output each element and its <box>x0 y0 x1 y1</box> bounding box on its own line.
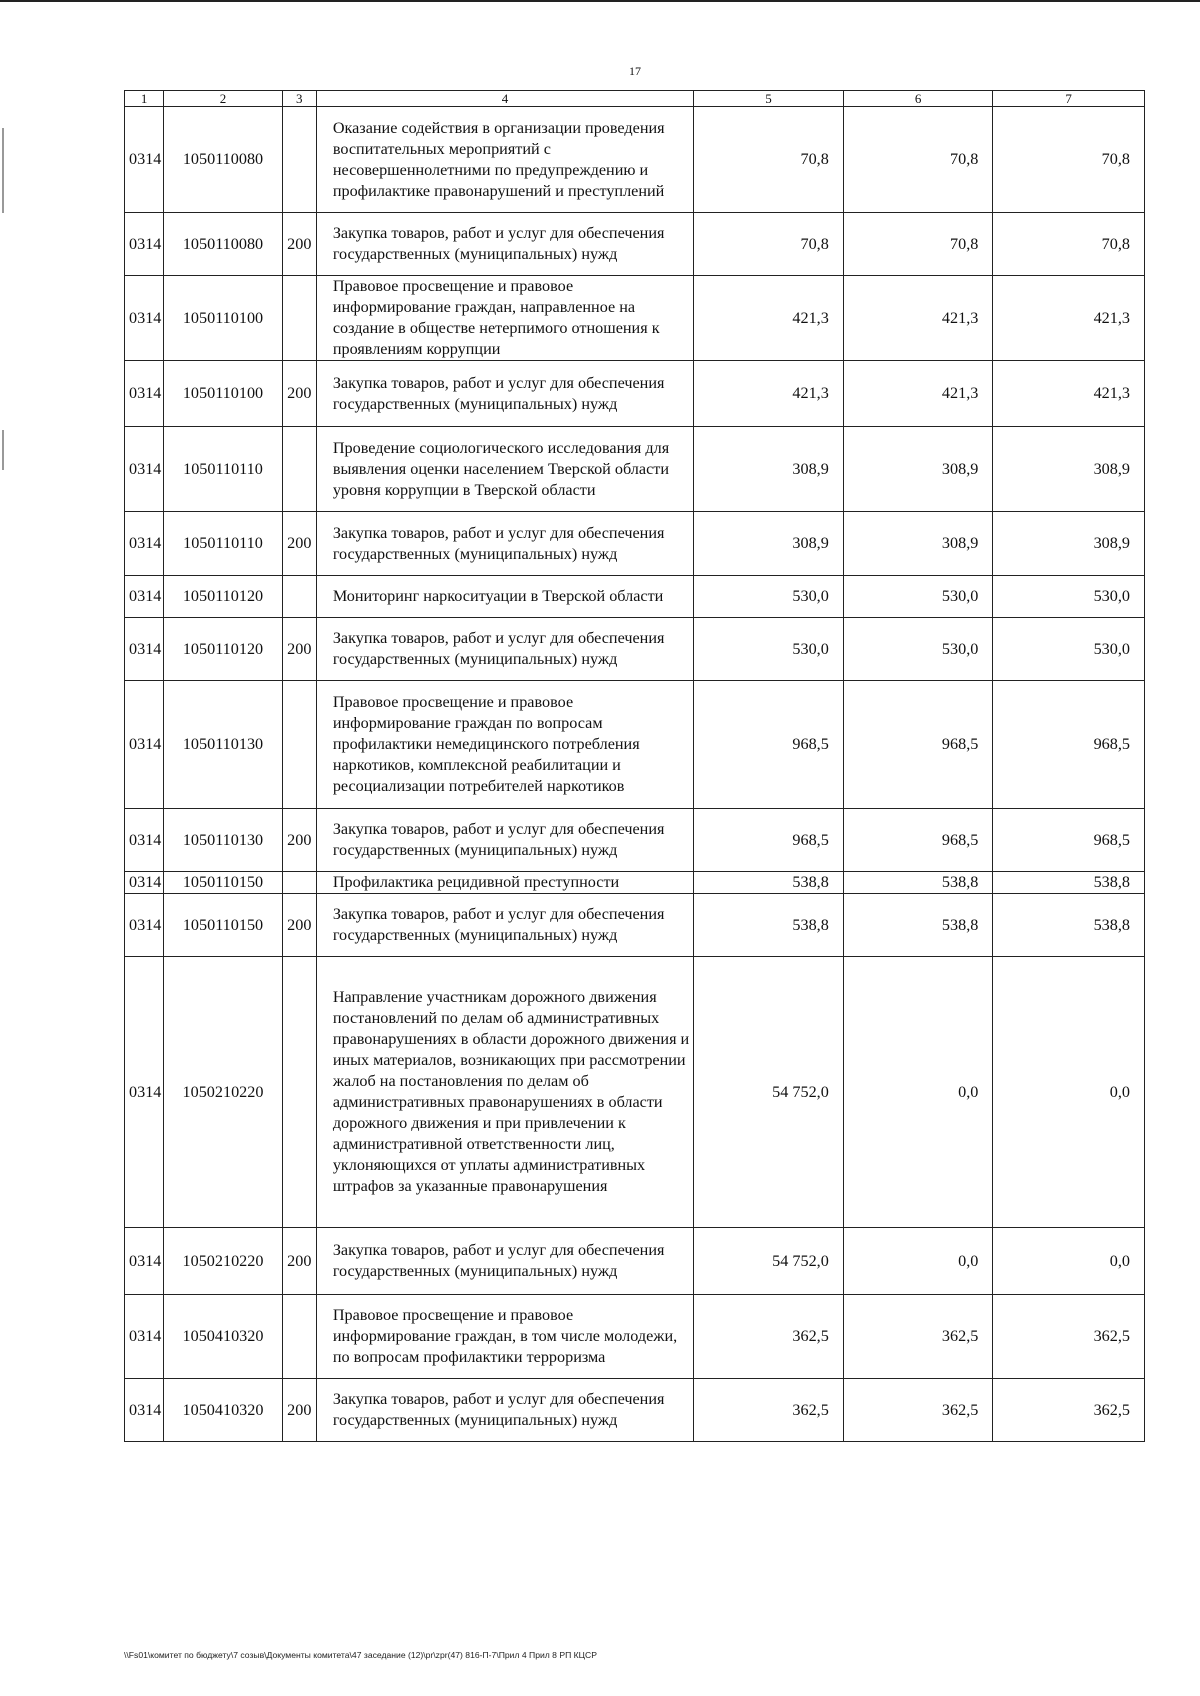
amount-cell-col6: 538,8 <box>843 894 993 957</box>
amount-cell-col5: 362,5 <box>694 1379 844 1442</box>
table-row <box>125 957 1145 1228</box>
table-row <box>125 809 1145 872</box>
header-cell: 4 <box>316 91 693 107</box>
table-row <box>125 427 1145 512</box>
section-code-cell: 0314 <box>125 1379 164 1442</box>
table-row <box>125 618 1145 681</box>
amount-cell-col5: 421,3 <box>694 361 844 427</box>
amount-cell-col5: 308,9 <box>694 427 844 512</box>
expense-type-cell: 200 <box>282 1228 316 1295</box>
amount-cell-col6: 308,9 <box>843 512 993 576</box>
section-code-cell: 0314 <box>125 681 164 809</box>
amount-cell-col5: 530,0 <box>694 618 844 681</box>
section-code-cell: 0314 <box>125 512 164 576</box>
header-cell: 6 <box>843 91 993 107</box>
item-name-cell: Закупка товаров, работ и услуг для обеспечения государственных (муниципальных) нужд <box>316 512 693 576</box>
amount-cell-col7: 538,8 <box>993 872 1145 894</box>
target-code-cell: 1050210220 <box>164 957 283 1228</box>
amount-cell-col5: 530,0 <box>694 576 844 618</box>
item-name-cell: Профилактика рецидивной преступности <box>316 872 693 894</box>
amount-cell-col7: 308,9 <box>993 427 1145 512</box>
amount-cell-col5: 70,8 <box>694 107 844 213</box>
amount-cell-col7: 0,0 <box>993 957 1145 1228</box>
section-code-cell: 0314 <box>125 276 164 361</box>
footer-file-path: \\Fs01\комитет по бюджету\7 созыв\Документы комитета\47 заседание (12)\pr\zpr(47) 816-П-7\Прил 4 Прил 8 РП КЦСР <box>124 1650 597 1660</box>
section-code-cell: 0314 <box>125 809 164 872</box>
target-code-cell: 1050410320 <box>164 1295 283 1379</box>
section-code-cell: 0314 <box>125 1295 164 1379</box>
target-code-cell: 1050110100 <box>164 361 283 427</box>
amount-cell-col5: 362,5 <box>694 1295 844 1379</box>
amount-cell-col6: 0,0 <box>843 1228 993 1295</box>
amount-cell-col7: 70,8 <box>993 107 1145 213</box>
scan-margin-mark <box>2 430 4 470</box>
expense-type-cell: 200 <box>282 361 316 427</box>
amount-cell-col6: 530,0 <box>843 576 993 618</box>
section-code-cell: 0314 <box>125 107 164 213</box>
amount-cell-col7: 538,8 <box>993 894 1145 957</box>
table-row <box>125 1379 1145 1442</box>
expense-type-cell: 200 <box>282 1379 316 1442</box>
table-row <box>125 894 1145 957</box>
target-code-cell: 1050110130 <box>164 809 283 872</box>
amount-cell-col7: 70,8 <box>993 213 1145 276</box>
expense-type-cell <box>282 1295 316 1379</box>
amount-cell-col5: 538,8 <box>694 872 844 894</box>
target-code-cell: 1050110120 <box>164 576 283 618</box>
item-name-cell: Закупка товаров, работ и услуг для обеспечения государственных (муниципальных) нужд <box>316 1379 693 1442</box>
table-row <box>125 872 1145 894</box>
table-row <box>125 213 1145 276</box>
amount-cell-col6: 530,0 <box>843 618 993 681</box>
table-row <box>125 1295 1145 1379</box>
item-name-cell: Закупка товаров, работ и услуг для обеспечения государственных (муниципальных) нужд <box>316 618 693 681</box>
section-code-cell: 0314 <box>125 213 164 276</box>
expense-type-cell <box>282 107 316 213</box>
item-name-cell: Закупка товаров, работ и услуг для обеспечения государственных (муниципальных) нужд <box>316 894 693 957</box>
item-name-cell: Правовое просвещение и правовое информирование граждан по вопросам профилактики немедицинского потребления наркотиков, комплексной реабилитации и ресоциализации потребителей наркотиков <box>316 681 693 809</box>
amount-cell-col7: 968,5 <box>993 681 1145 809</box>
amount-cell-col6: 308,9 <box>843 427 993 512</box>
header-cell: 2 <box>164 91 283 107</box>
amount-cell-col6: 421,3 <box>843 276 993 361</box>
amount-cell-col7: 421,3 <box>993 276 1145 361</box>
item-name-cell: Правовое просвещение и правовое информирование граждан, направленное на создание в обществе нетерпимого отношения к проявлениям коррупции <box>316 276 693 361</box>
amount-cell-col6: 362,5 <box>843 1379 993 1442</box>
expense-type-cell: 200 <box>282 618 316 681</box>
amount-cell-col5: 70,8 <box>694 213 844 276</box>
amount-cell-col7: 0,0 <box>993 1228 1145 1295</box>
expense-type-cell <box>282 872 316 894</box>
target-code-cell: 1050110080 <box>164 107 283 213</box>
expense-type-cell <box>282 681 316 809</box>
item-name-cell: Правовое просвещение и правовое информирование граждан, в том числе молодежи, по вопросам профилактики терроризма <box>316 1295 693 1379</box>
section-code-cell: 0314 <box>125 872 164 894</box>
amount-cell-col7: 308,9 <box>993 512 1145 576</box>
amount-cell-col6: 421,3 <box>843 361 993 427</box>
expense-type-cell: 200 <box>282 512 316 576</box>
target-code-cell: 1050110110 <box>164 427 283 512</box>
table-row <box>125 576 1145 618</box>
amount-cell-col7: 530,0 <box>993 618 1145 681</box>
section-code-cell: 0314 <box>125 618 164 681</box>
table-row <box>125 276 1145 361</box>
item-name-cell: Проведение социологического исследования для выявления оценки населением Тверской области уровня коррупции в Тверской области <box>316 427 693 512</box>
header-cell: 5 <box>694 91 844 107</box>
table-row <box>125 107 1145 213</box>
amount-cell-col5: 538,8 <box>694 894 844 957</box>
amount-cell-col5: 968,5 <box>694 809 844 872</box>
item-name-cell: Закупка товаров, работ и услуг для обеспечения государственных (муниципальных) нужд <box>316 361 693 427</box>
table-row <box>125 681 1145 809</box>
amount-cell-col6: 968,5 <box>843 809 993 872</box>
target-code-cell: 1050110130 <box>164 681 283 809</box>
target-code-cell: 1050110110 <box>164 512 283 576</box>
header-cell: 1 <box>125 91 164 107</box>
amount-cell-col5: 54 752,0 <box>694 1228 844 1295</box>
amount-cell-col7: 421,3 <box>993 361 1145 427</box>
page-number: 17 <box>629 64 641 78</box>
item-name-cell: Закупка товаров, работ и услуг для обеспечения государственных (муниципальных) нужд <box>316 1228 693 1295</box>
amount-cell-col5: 421,3 <box>694 276 844 361</box>
amount-cell-col6: 968,5 <box>843 681 993 809</box>
amount-cell-col7: 530,0 <box>993 576 1145 618</box>
amount-cell-col5: 308,9 <box>694 512 844 576</box>
target-code-cell: 1050110150 <box>164 894 283 957</box>
expense-type-cell <box>282 957 316 1228</box>
expense-type-cell <box>282 576 316 618</box>
target-code-cell: 1050110100 <box>164 276 283 361</box>
amount-cell-col6: 70,8 <box>843 107 993 213</box>
item-name-cell: Оказание содействия в организации проведения воспитательных мероприятий с несовершеннолетними по предупреждению и профилактике правонарушений и преступлений <box>316 107 693 213</box>
item-name-cell: Закупка товаров, работ и услуг для обеспечения государственных (муниципальных) нужд <box>316 213 693 276</box>
section-code-cell: 0314 <box>125 427 164 512</box>
section-code-cell: 0314 <box>125 1228 164 1295</box>
target-code-cell: 1050210220 <box>164 1228 283 1295</box>
amount-cell-col6: 0,0 <box>843 957 993 1228</box>
table-row <box>125 361 1145 427</box>
amount-cell-col5: 968,5 <box>694 681 844 809</box>
section-code-cell: 0314 <box>125 894 164 957</box>
budget-table <box>124 90 1145 1442</box>
amount-cell-col6: 70,8 <box>843 213 993 276</box>
top-border-line <box>0 0 1200 2</box>
target-code-cell: 1050110080 <box>164 213 283 276</box>
section-code-cell: 0314 <box>125 576 164 618</box>
section-code-cell: 0314 <box>125 957 164 1228</box>
amount-cell-col5: 54 752,0 <box>694 957 844 1228</box>
expense-type-cell <box>282 427 316 512</box>
amount-cell-col6: 538,8 <box>843 872 993 894</box>
scan-margin-mark <box>2 128 4 213</box>
table-header-row <box>125 91 1145 107</box>
item-name-cell: Направление участникам дорожного движения постановлений по делам об административных правонарушениях в области дорожного движения и иных материалов, возникающих при рассмотрении жалоб на постановления по делам об административных правонарушениях в области дорожного движения и при привлечении к административной ответственности лиц, уклоняющихся от уплаты административных штрафов за указанные правонарушения <box>316 957 693 1228</box>
table-row <box>125 1228 1145 1295</box>
target-code-cell: 1050110150 <box>164 872 283 894</box>
amount-cell-col7: 968,5 <box>993 809 1145 872</box>
amount-cell-col7: 362,5 <box>993 1295 1145 1379</box>
target-code-cell: 1050110120 <box>164 618 283 681</box>
amount-cell-col7: 362,5 <box>993 1379 1145 1442</box>
header-cell: 3 <box>282 91 316 107</box>
table-row <box>125 512 1145 576</box>
header-cell: 7 <box>993 91 1145 107</box>
item-name-cell: Мониторинг наркоситуации в Тверской области <box>316 576 693 618</box>
section-code-cell: 0314 <box>125 361 164 427</box>
item-name-cell: Закупка товаров, работ и услуг для обеспечения государственных (муниципальных) нужд <box>316 809 693 872</box>
expense-type-cell: 200 <box>282 894 316 957</box>
target-code-cell: 1050410320 <box>164 1379 283 1442</box>
amount-cell-col6: 362,5 <box>843 1295 993 1379</box>
expense-type-cell <box>282 276 316 361</box>
expense-type-cell: 200 <box>282 213 316 276</box>
expense-type-cell: 200 <box>282 809 316 872</box>
